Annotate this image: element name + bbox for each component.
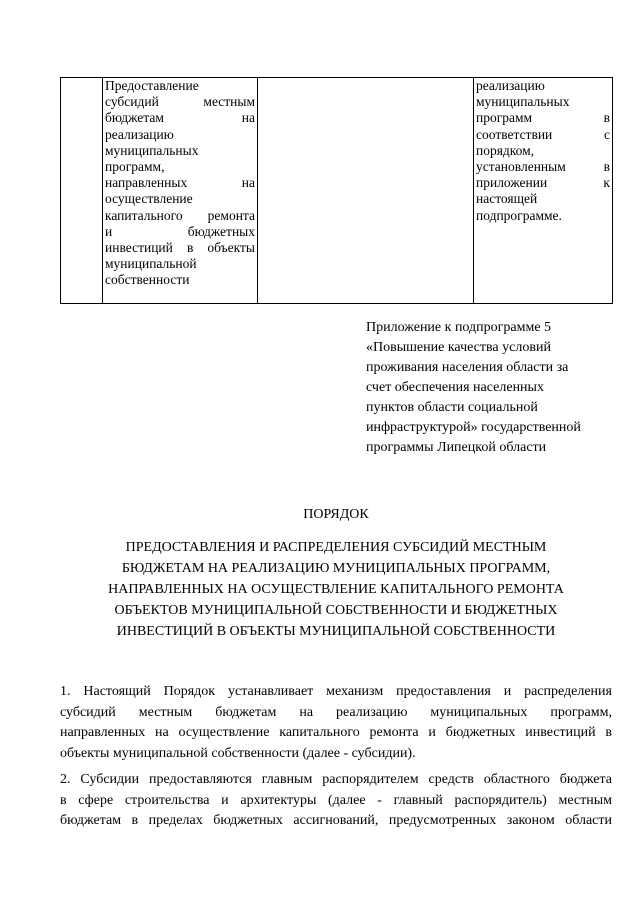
- cell-text-line: муниципальной: [105, 256, 197, 272]
- cell-text-line: бюджетам на: [105, 110, 255, 126]
- table-cell-event-name: [103, 78, 258, 304]
- paragraph-line: направленных на осуществление капитального ремонта и бюджетных инвестиций в: [60, 725, 612, 740]
- appendix-line: программы Липецкой области: [366, 440, 547, 455]
- table-cell-empty: [258, 78, 474, 304]
- cell-text-line: соответствии с: [476, 126, 610, 142]
- appendix-line: Приложение к подпрограмме 5: [366, 320, 552, 335]
- paragraph-line: объекты муниципальной собственности (далее - субсидии).: [60, 745, 416, 761]
- table-cell-mechanism: [474, 78, 613, 304]
- paragraph-line: 2. Субсидии предоставляются главным распорядителем средств областного бюджета: [60, 772, 612, 787]
- appendix-line: счет обеспечения населенных: [366, 380, 544, 395]
- table-cell-number: [61, 78, 103, 304]
- cell-text-line: настоящей: [476, 191, 538, 207]
- cell-text-line: капитального ремонта: [105, 207, 255, 223]
- cell-text-line: инвестиций в объекты: [105, 240, 255, 256]
- cell-text-line: осуществление: [105, 191, 193, 207]
- paragraph-line: 1. Настоящий Порядок устанавливает механизм предоставления и распределения: [60, 684, 612, 699]
- subtitle-line: ПРЕДОСТАВЛЕНИЯ И РАСПРЕДЕЛЕНИЯ СУБСИДИЙ МЕСТНЫМ: [125, 540, 547, 555]
- appendix-line: «Повышение качества условий: [366, 340, 551, 355]
- cell-text-line: и бюджетных: [105, 223, 255, 239]
- table-row: [61, 78, 613, 304]
- cell-text-line: направленных на: [105, 175, 255, 191]
- appendix-line: проживания населения области за: [366, 360, 569, 375]
- appendix-line: инфраструктурой» государственной: [366, 420, 581, 435]
- cell-text-line: приложении к: [476, 175, 610, 191]
- cell-text-line: установленным в: [476, 159, 610, 175]
- paragraph-line: в сфере строительства и архитектуры (далее - главный распорядитель) местным: [60, 792, 612, 808]
- appendix-note: [366, 318, 606, 458]
- cell-text-line: муниципальных: [476, 94, 570, 110]
- cell-text-line: реализацию: [105, 126, 174, 142]
- cell-text-line: Предоставление: [105, 78, 199, 93]
- cell-text-line: порядком,: [476, 142, 535, 158]
- subtitle-line: ИНВЕСТИЦИЙ В ОБЪЕКТЫ МУНИЦИПАЛЬНОЙ СОБСТВЕННОСТИ: [116, 624, 556, 639]
- cell-text-line: муниципальных: [105, 142, 199, 158]
- subtitle-line: ОБЪЕКТОВ МУНИЦИПАЛЬНОЙ СОБСТВЕННОСТИ И БЮДЖЕТНЫХ: [114, 603, 558, 618]
- paragraph-line: субсидий местным бюджетам на реализацию муниципальных программ,: [60, 704, 612, 720]
- cell-text-line: подпрограмме.: [476, 207, 562, 223]
- cell-text-line: программ,: [105, 159, 165, 175]
- cell-text-line: программ в: [476, 110, 610, 126]
- document-title: ПОРЯДОК: [303, 507, 369, 522]
- appendix-line: пунктов области социальной: [366, 400, 538, 415]
- paragraph-1: [60, 682, 612, 764]
- budget-table: [60, 77, 613, 304]
- subtitle-line: НАПРАВЛЕННЫХ НА ОСУЩЕСТВЛЕНИЕ КАПИТАЛЬНОГО РЕМОНТА: [108, 582, 564, 597]
- cell-text-line: субсидий местным: [105, 94, 255, 110]
- document-subtitle: [70, 537, 602, 642]
- cell-text-line: собственности: [105, 272, 190, 288]
- paragraph-line: бюджетам в пределах бюджетных ассигнований, предусмотренных законом области: [60, 813, 612, 828]
- paragraph-2: [60, 770, 612, 832]
- subtitle-line: БЮДЖЕТАМ НА РЕАЛИЗАЦИЮ МУНИЦИПАЛЬНЫХ ПРОГРАММ,: [121, 561, 551, 576]
- cell-text-line: реализацию: [476, 78, 545, 93]
